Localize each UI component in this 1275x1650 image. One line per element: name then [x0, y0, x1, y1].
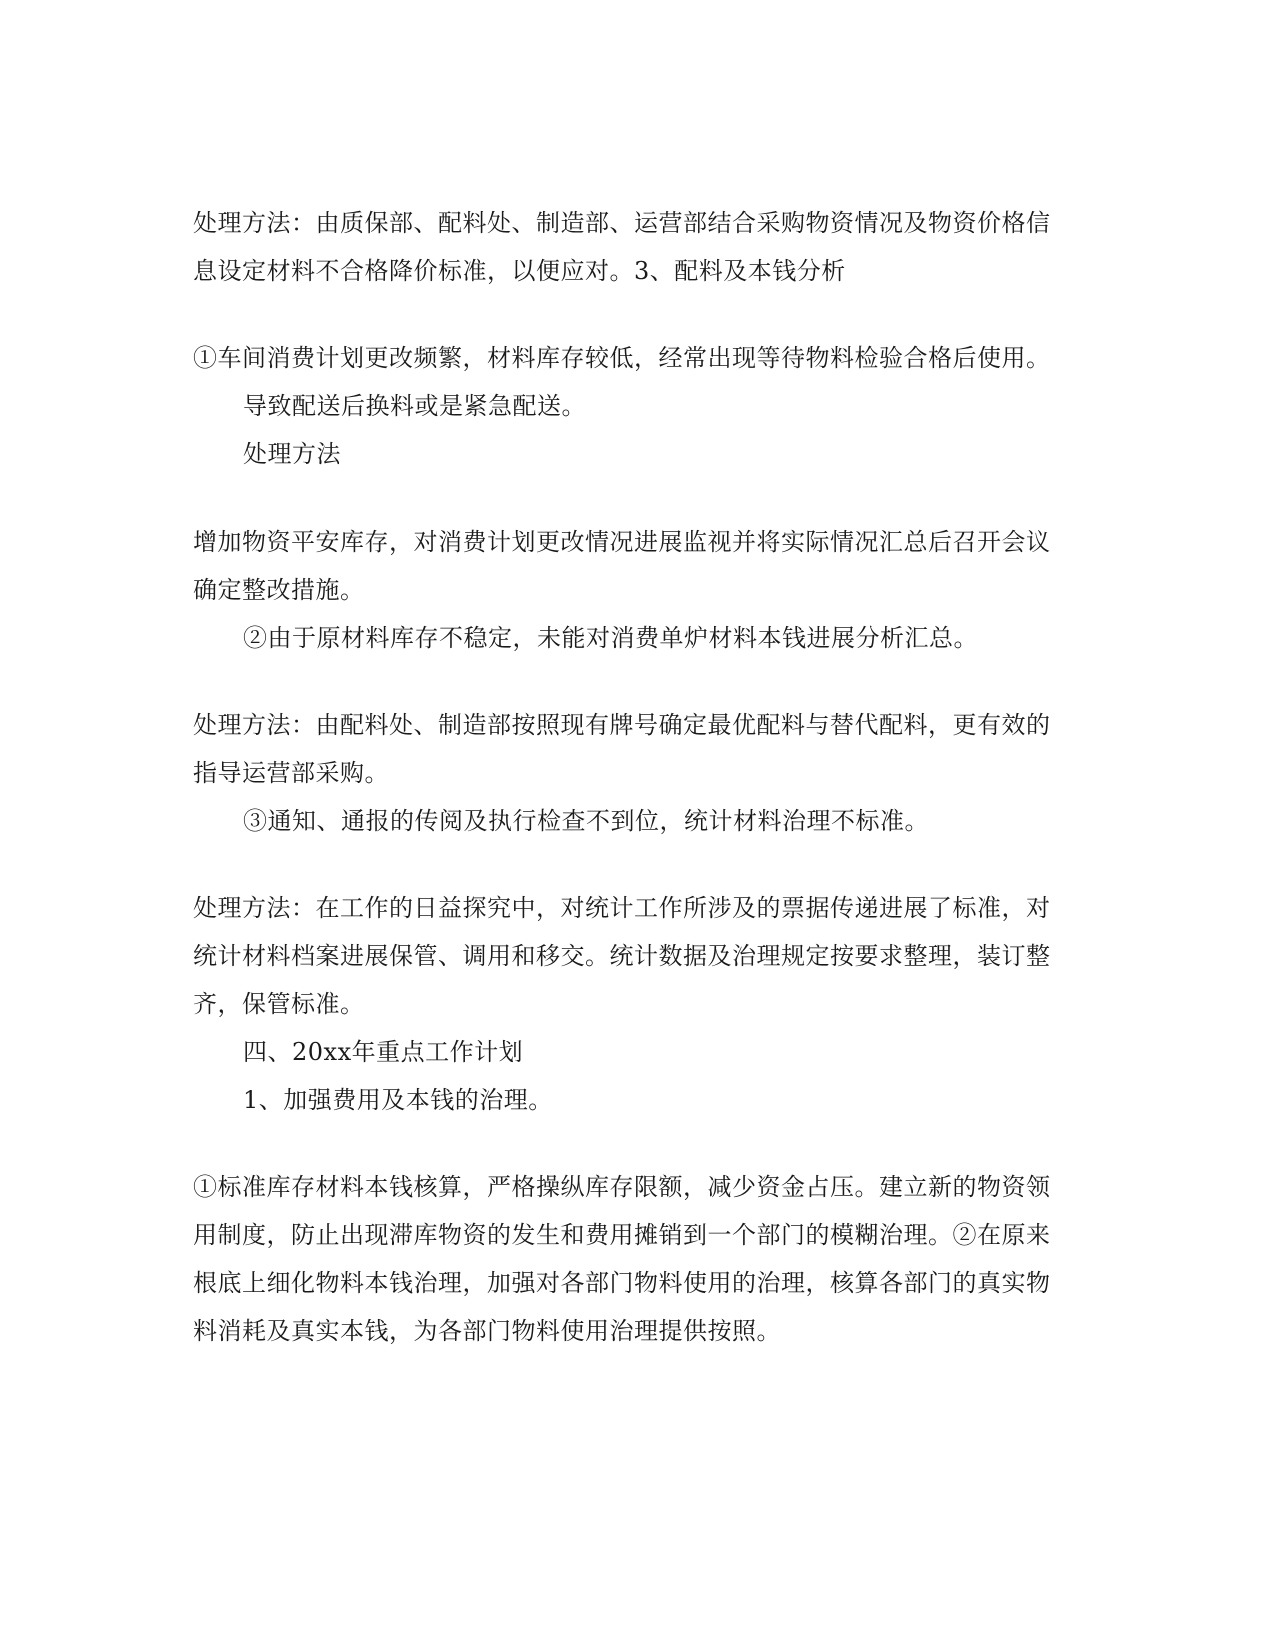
text-line: 齐，保管标准。 [193, 990, 365, 1018]
text-line: 处理方法：由配料处、制造部按照现有牌号确定最优配料与替代配料，更有效的 [193, 711, 1051, 739]
section-heading: 四、20xx年重点工作计划 [243, 1038, 524, 1066]
text-line: 息设定材料不合格降价标准，以便应对。3、配料及本钱分析 [193, 257, 846, 285]
text-line: 处理方法：由质保部、配料处、制造部、运营部结合采购物资情况及物资价格信 [193, 209, 1051, 237]
text-line: ③通知、通报的传阅及执行检查不到位，统计材料治理不标准。 [243, 807, 929, 835]
text-line: ①标准库存材料本钱核算，严格操纵库存限额，减少资金占压。建立新的物资领 [193, 1173, 1051, 1201]
text-line: ②由于原材料库存不稳定，未能对消费单炉材料本钱进展分析汇总。 [243, 624, 978, 652]
text-line: ①车间消费计划更改频繁，材料库存较低，经常出现等待物料检验合格后使用。 [193, 344, 1051, 372]
text-line: 处理方法：在工作的日益探究中，对统计工作所涉及的票据传递进展了标准，对 [193, 894, 1051, 922]
text-line: 处理方法 [243, 440, 341, 468]
text-line: 根底上细化物料本钱治理，加强对各部门物料使用的治理，核算各部门的真实物 [193, 1269, 1051, 1297]
text-line: 增加物资平安库存，对消费计划更改情况进展监视并将实际情况汇总后召开会议 [193, 528, 1051, 556]
subsection-heading: 1、加强费用及本钱的治理。 [243, 1086, 553, 1114]
text-line: 统计材料档案进展保管、调用和移交。统计数据及治理规定按要求整理，装订整 [193, 942, 1051, 970]
text-line: 导致配送后换料或是紧急配送。 [243, 392, 586, 420]
text-line: 确定整改措施。 [193, 576, 365, 604]
text-line: 用制度，防止出现滞库物资的发生和费用摊销到一个部门的模糊治理。②在原来 [193, 1221, 1051, 1249]
text-line: 料消耗及真实本钱，为各部门物料使用治理提供按照。 [193, 1317, 781, 1345]
text-line: 指导运营部采购。 [193, 759, 389, 787]
